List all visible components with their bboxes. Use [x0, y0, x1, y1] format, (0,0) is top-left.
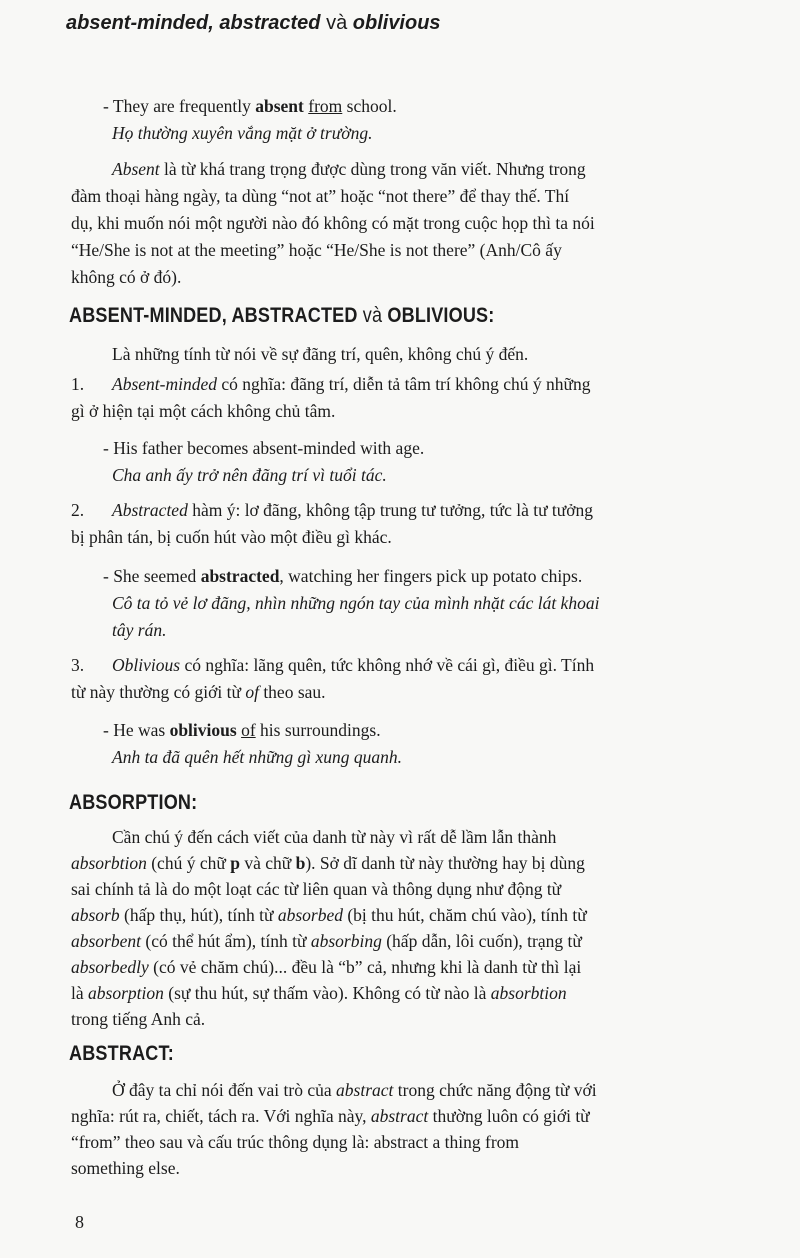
paragraph-line: trong tiếng Anh cả. [71, 1009, 206, 1029]
example-translation: Anh ta đã quên hết những gì xung quanh. [112, 747, 402, 767]
example-sentence: - His father becomes absent-minded with age. [103, 438, 425, 458]
list-item-line: Oblivious có nghĩa: lãng quên, tức không nhớ về cái gì, điều gì. Tính [112, 655, 595, 675]
paragraph-line: something else. [71, 1158, 180, 1178]
section-heading: ABSENT-MINDED, ABSTRACTED và OBLIVIOUS: [69, 304, 495, 327]
paragraph-line: Ở đây ta chỉ nói đến vai trò của abstract trong chức năng động từ với [112, 1080, 597, 1100]
list-item-line: bị phân tán, bị cuốn hút vào một điều gì khác. [71, 527, 392, 547]
paragraph-line: absorbtion (chú ý chữ p và chữ b). Sở dĩ danh từ này thường hay bị dùng [71, 853, 585, 873]
example-translation: Cha anh ấy trở nên đãng trí vì tuổi tác. [112, 465, 387, 485]
example-translation: Họ thường xuyên vắng mặt ở trường. [112, 123, 373, 143]
list-item-line: Abstracted hàm ý: lơ đãng, không tập trung tư tưởng, tức là tư tưởng [112, 500, 594, 520]
paragraph-line: không có ở đó). [71, 267, 182, 287]
paragraph-line: đàm thoại hàng ngày, ta dùng “not at” hoặc “not there” để thay thế. Thí [71, 186, 570, 206]
example-sentence: - He was oblivious of his surroundings. [103, 720, 381, 740]
paragraph-line: Absent là từ khá trang trọng được dùng trong văn viết. Nhưng trong [112, 159, 586, 179]
page-number: 8 [75, 1212, 84, 1232]
example-sentence: - They are frequently absent from school. [103, 96, 397, 116]
list-item-number: 1. [71, 374, 85, 394]
paragraph-line: absorb (hấp thụ, hút), tính từ absorbed (bị thu hút, chăm chú vào), tính từ [71, 905, 587, 925]
paragraph-line: “He/She is not at the meeting” hoặc “He/She is not there” (Anh/Cô ấy [71, 240, 562, 260]
example-translation: Cô ta tỏ vẻ lơ đãng, nhìn những ngón tay của mình nhặt các lát khoai [112, 593, 600, 613]
example-translation: tây rán. [112, 620, 167, 640]
list-item-line: gì ở hiện tại một cách không chủ tâm. [71, 401, 336, 421]
paragraph-line: absorbedly (có vẻ chăm chú)... đều là “b” cả, nhưng khi là danh từ thì lại [71, 957, 582, 977]
paragraph-line: nghĩa: rút ra, chiết, tách ra. Với nghĩa này, abstract thường luôn có giới từ [71, 1106, 590, 1126]
paragraph-line: “from” theo sau và cấu trúc thông dụng là: abstract a thing from [71, 1132, 520, 1152]
list-item-number: 2. [71, 500, 85, 520]
list-item-line: Absent-minded có nghĩa: đãng trí, diễn tả tâm trí không chú ý những [112, 374, 591, 394]
paragraph-line: dụ, khi muốn nói một người nào đó không có mặt trong cuộc họp thì ta nói [71, 213, 595, 233]
list-item-number: 3. [71, 655, 85, 675]
section-heading: ABSTRACT: [69, 1042, 174, 1065]
list-item-line: từ này thường có giới từ of theo sau. [71, 682, 326, 702]
paragraph-line: absorbent (có thể hút ẩm), tính từ absorbing (hấp dẫn, lôi cuốn), trạng từ [71, 931, 582, 951]
paragraph-line: là absorption (sự thu hút, sự thấm vào). Không có từ nào là absorbtion [71, 983, 567, 1003]
section-heading: ABSORPTION: [69, 791, 198, 814]
paragraph-line: Cần chú ý đến cách viết của danh từ này vì rất dễ lầm lẫn thành [112, 827, 557, 847]
paragraph-line: Là những tính từ nói về sự đãng trí, quên, không chú ý đến. [112, 344, 529, 364]
paragraph-line: sai chính tả là do một loạt các từ liên quan và thông dụng như động từ [71, 879, 562, 899]
example-sentence: - She seemed abstracted, watching her fingers pick up potato chips. [103, 566, 583, 586]
running-head: absent-minded, abstracted và oblivious [66, 12, 441, 34]
